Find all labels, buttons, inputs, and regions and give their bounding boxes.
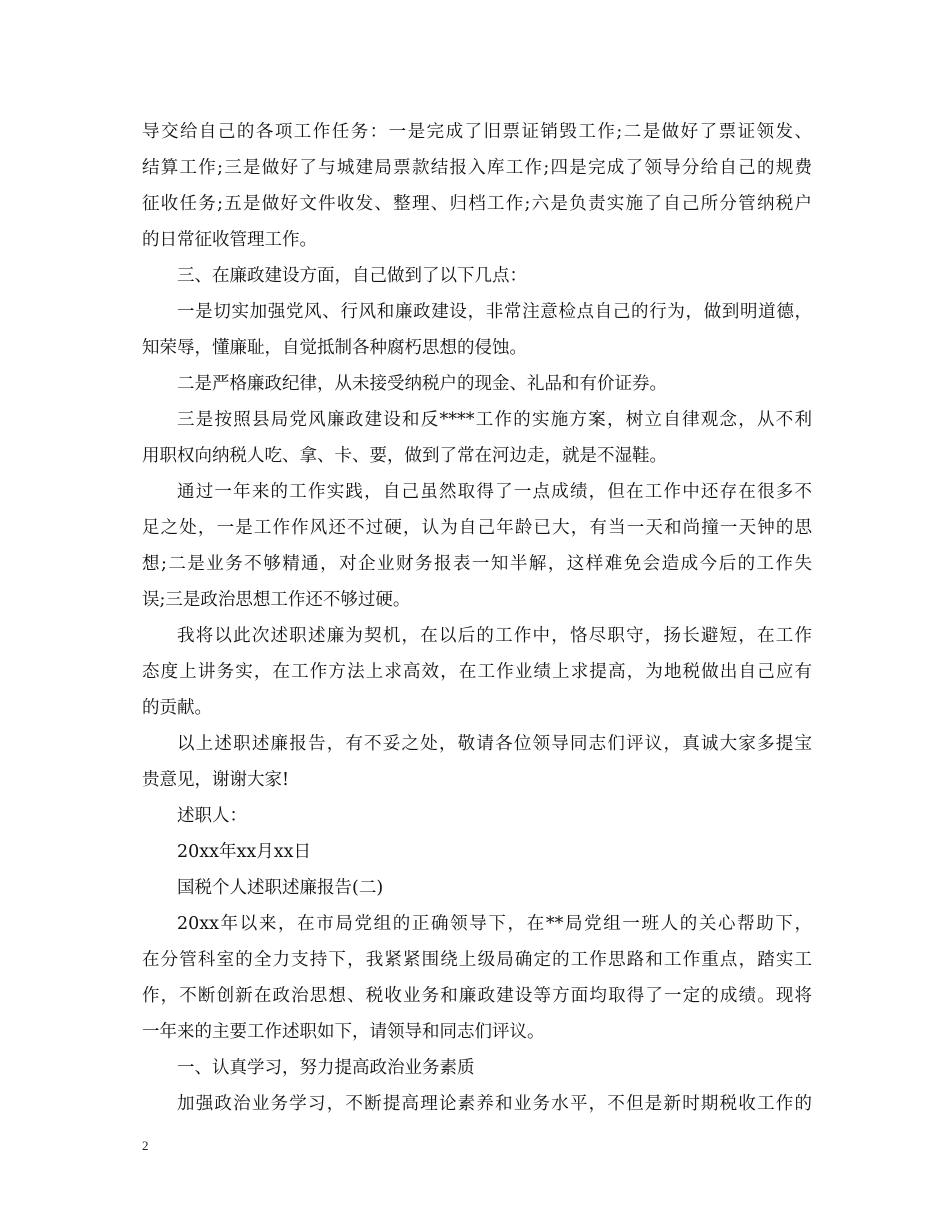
text-line: 导交给自己的各项工作任务：一是完成了旧票证销毁工作;二是做好了票证领发、	[142, 122, 812, 142]
text-line: 在分管科室的全力支持下，我紧紧围绕上级局确定的工作思路和工作重点，踏实工	[142, 950, 812, 970]
signature-label: 述职人：	[177, 806, 247, 826]
text-line: 通过一年来的工作实践，自己虽然取得了一点成绩，但在工作中还存在很多不	[177, 482, 812, 502]
text-line: 我将以此次述职述廉为契机，在以后的工作中，恪尽职守，扬长避短，在工作	[177, 626, 812, 646]
text-line: 的日常征收管理工作。	[142, 230, 317, 250]
text-line: 三是按照县局党风廉政建设和反****工作的实施方案，树立自律观念，从不利	[177, 410, 812, 430]
document-body	[142, 114, 812, 1122]
signature-date: 20xx年xx月xx日	[177, 842, 311, 862]
text-line: 想;二是业务不够精通，对企业财务报表一知半解，这样难免会造成今后的工作失	[142, 554, 812, 574]
text-line: 足之处，一是工作作风还不过硬，认为自己年龄已大，有当一天和尚撞一天钟的思	[142, 518, 812, 538]
text-line: 征收任务;五是做好文件收发、整理、归档工作;六是负责实施了自己所分管纳税户	[142, 194, 812, 214]
text-line: 态度上讲务实，在工作方法上求高效，在工作业绩上求提高，为地税做出自己应有	[142, 662, 812, 682]
section-heading: 三、在廉政建设方面，自己做到了以下几点：	[177, 266, 527, 286]
text-line: 知荣辱，懂廉耻，自觉抵制各种腐朽思想的侵蚀。	[142, 338, 527, 358]
text-line: 一年来的主要工作述职如下，请领导和同志们评议。	[142, 1022, 545, 1042]
text-line: 以上述职述廉报告，有不妥之处，敬请各位领导同志们评议，真诚大家多提宝	[177, 734, 812, 754]
text-line: 结算工作;三是做好了与城建局票款结报入库工作;四是完成了领导分给自己的规费	[142, 158, 812, 178]
text-line: 的贡献。	[142, 698, 212, 718]
text-line: 20xx年以来，在市局党组的正确领导下，在**局党组一班人的关心帮助下，	[177, 914, 812, 934]
text-line: 用职权向纳税人吃、拿、卡、要，做到了常在河边走，就是不湿鞋。	[142, 446, 667, 466]
report-title: 国税个人述职述廉报告(二)	[177, 878, 384, 898]
text-line: 作，不断创新在政治思想、税收业务和廉政建设等方面均取得了一定的成绩。现将	[142, 986, 812, 1006]
text-line: 误;三是政治思想工作还不够过硬。	[142, 590, 411, 610]
text-line: 贵意见，谢谢大家!	[142, 770, 290, 790]
text-line: 一是切实加强党风、行风和廉政建设，非常注意检点自己的行为，做到明道德，	[177, 302, 812, 322]
page-number: 2	[142, 1138, 149, 1153]
text-line: 加强政治业务学习，不断提高理论素养和业务水平，不但是新时期税收工作的	[177, 1094, 812, 1114]
section-heading: 一、认真学习，努力提高政治业务素质	[177, 1058, 475, 1078]
text-line: 二是严格廉政纪律，从未接受纳税户的现金、礼品和有价证券。	[177, 374, 667, 394]
